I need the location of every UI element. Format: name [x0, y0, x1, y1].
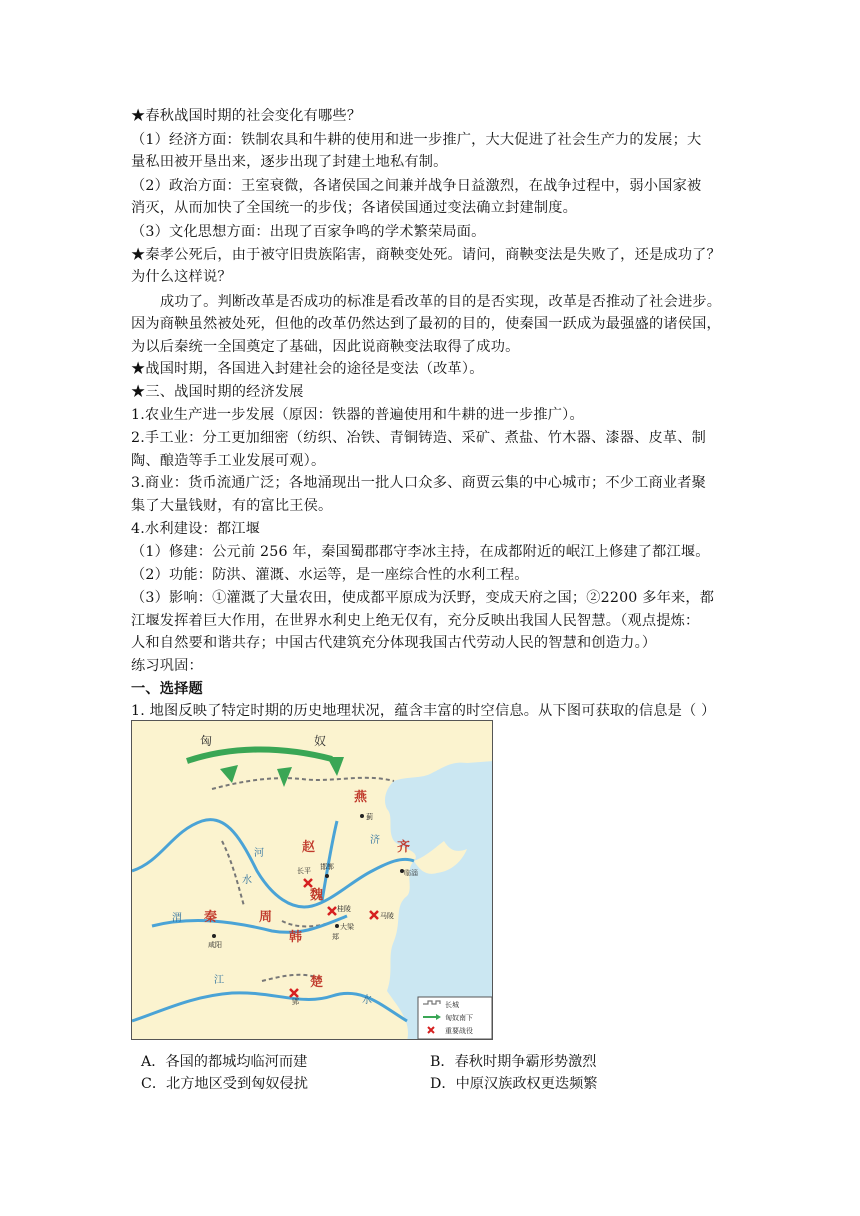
- city-label-maling: 马陵: [380, 912, 394, 920]
- city-label-ji: 蓟: [366, 813, 373, 821]
- dujiangyan-function: （2）功能：防洪、灌溉、水运等，是一座综合性的水利工程。: [131, 567, 529, 583]
- map-label-chu: 楚: [310, 975, 324, 990]
- dujiangyan-build: （1）修建：公元前 256 年，秦国蜀郡郡守李冰主持，在成都附近的岷江上修建了都江堰。: [131, 544, 710, 560]
- city-label-ying: 郢: [292, 998, 299, 1006]
- shang-question-1: ★秦孝公死后，由于被守旧贵族陷害，商鞅变处死。请问，商鞅变法是失败了，还是成功了？: [131, 247, 721, 263]
- econ-commerce-2: 集了大量钱财，有的富比王侯。: [131, 498, 333, 514]
- shang-answer-2: 因为商鞅虽然被处死，但他的改革仍然达到了最初的目的，使秦国一跃成为最强盛的诸侯国，: [131, 316, 721, 332]
- econ-handicraft-1: 2.手工业：分工更加细密（纺织、冶铁、青铜铸造、采矿、煮盐、竹木器、漆器、皮革、制: [131, 430, 707, 446]
- practice-heading: 练习巩固：: [131, 658, 203, 674]
- map-label-river-ji: 济: [370, 835, 380, 846]
- map-label-river-shui2: 水: [362, 995, 372, 1006]
- dujiangyan-impact-1: （3）影响：①灌溉了大量农田，使成都平原成为沃野，变成天府之国；②2200 多年来，都: [131, 590, 715, 606]
- map-label-xiongnu-1: 匈: [200, 734, 213, 748]
- dujiangyan-impact-2: 江堰发挥着巨大作用，在世界水利史上绝无仅有，充分反映出我国人民智慧。（观点提炼：: [131, 613, 700, 629]
- shang-answer-3: 为以后秦统一全国奠定了基础，因此说商鞅变法取得了成功。: [131, 339, 520, 355]
- city-label-zheng: 郑: [332, 933, 339, 941]
- map-label-qin: 秦: [204, 910, 218, 925]
- city-label-handan: 邯郸: [320, 863, 334, 871]
- map-label-xiongnu-2: 奴: [314, 734, 327, 748]
- option-b[interactable]: B．春秋时期争霸形势激烈: [430, 1054, 597, 1070]
- shang-question-2: 为什么这样说？: [131, 269, 232, 285]
- map-label-yan: 燕: [354, 790, 368, 805]
- econ-commerce-1: 3.商业：货币流通广泛；各地涌现出一批人口众多、商贾云集的中心城市；不少工商业者聚: [131, 475, 707, 491]
- city-marker-handan: [325, 874, 329, 878]
- city-marker-daliang: [335, 924, 339, 928]
- city-label-guiling: 桂陵: [337, 905, 351, 913]
- map-label-river-shui: 水: [242, 875, 252, 886]
- warring-states-map: [131, 720, 493, 1040]
- econ-water: 4.水利建设：都江堰: [131, 521, 261, 537]
- legend-battle: 重要战役: [445, 1027, 473, 1035]
- map-label-wei: 魏: [310, 888, 324, 903]
- social-line-4: 消灭，从而加快了全国统一的步伐；各诸侯国通过变法确立封建制度。: [131, 200, 578, 216]
- econ-handicraft-2: 陶、酿造等手工业发展可观）。: [131, 453, 326, 469]
- map-label-zhao: 赵: [302, 840, 316, 855]
- legend-xiongnu: 匈奴南下: [445, 1014, 473, 1022]
- question-1: 1. 地图反映了特定时期的历史地理状况，蕴含丰富的时空信息。从下图可获取的信息是（ ）: [131, 703, 716, 719]
- choice-section-title: 一、选择题: [131, 681, 203, 697]
- city-label-xianyang: 咸阳: [208, 941, 222, 949]
- city-label-daliang: 大梁: [340, 923, 354, 931]
- map-label-river-wei: 渭: [172, 913, 182, 924]
- option-d[interactable]: D．中原汉族政权更迭频繁: [430, 1076, 598, 1092]
- map-label-han: 韩: [289, 930, 303, 945]
- map-label-qi: 齐: [397, 840, 411, 855]
- map-label-river-jiang: 江: [214, 975, 224, 986]
- city-marker-ji: [360, 814, 364, 818]
- legend-wall: 长城: [445, 1001, 459, 1009]
- econ-title: ★三、战国时期的经济发展: [131, 384, 304, 400]
- social-line-5: （3）文化思想方面：出现了百家争鸣的学术繁荣局面。: [131, 224, 486, 240]
- map-label-zhou: 周: [259, 910, 273, 925]
- social-change-title: ★春秋战国时期的社会变化有哪些？: [131, 108, 362, 124]
- social-line-2: 量私田被开垦出来，逐步出现了封建土地私有制。: [131, 154, 448, 170]
- map-label-river-he: 河: [254, 848, 264, 859]
- econ-agriculture: 1.农业生产进一步发展（原因：铁器的普遍使用和牛耕的进一步推广）。: [131, 407, 584, 423]
- city-label-linzi: 临淄: [404, 869, 418, 877]
- city-label-changping: 长平: [297, 867, 311, 875]
- shang-answer-1: 成功了。判断改革是否成功的标准是看改革的目的是否实现，改革是否推动了社会进步。: [160, 294, 722, 310]
- map-legend: [418, 997, 492, 1039]
- reform-path: ★战国时期，各国进入封建社会的途径是变法（改革）。: [131, 361, 484, 377]
- social-line-3: （2）政治方面：王室衰微，各诸侯国之间兼并战争日益激烈，在战争过程中，弱小国家被: [131, 178, 702, 194]
- city-marker-xianyang: [212, 934, 216, 938]
- option-c[interactable]: C．北方地区受到匈奴侵扰: [141, 1076, 308, 1092]
- option-a[interactable]: A．各国的都城均临河而建: [141, 1054, 308, 1070]
- dujiangyan-impact-3: 人和自然要和谐共存；中国古代建筑充分体现我国古代劳动人民的智慧和创造力。）: [131, 635, 657, 651]
- social-line-1: （1）经济方面：铁制农具和牛耕的使用和进一步推广，大大促进了社会生产力的发展；大: [131, 132, 702, 148]
